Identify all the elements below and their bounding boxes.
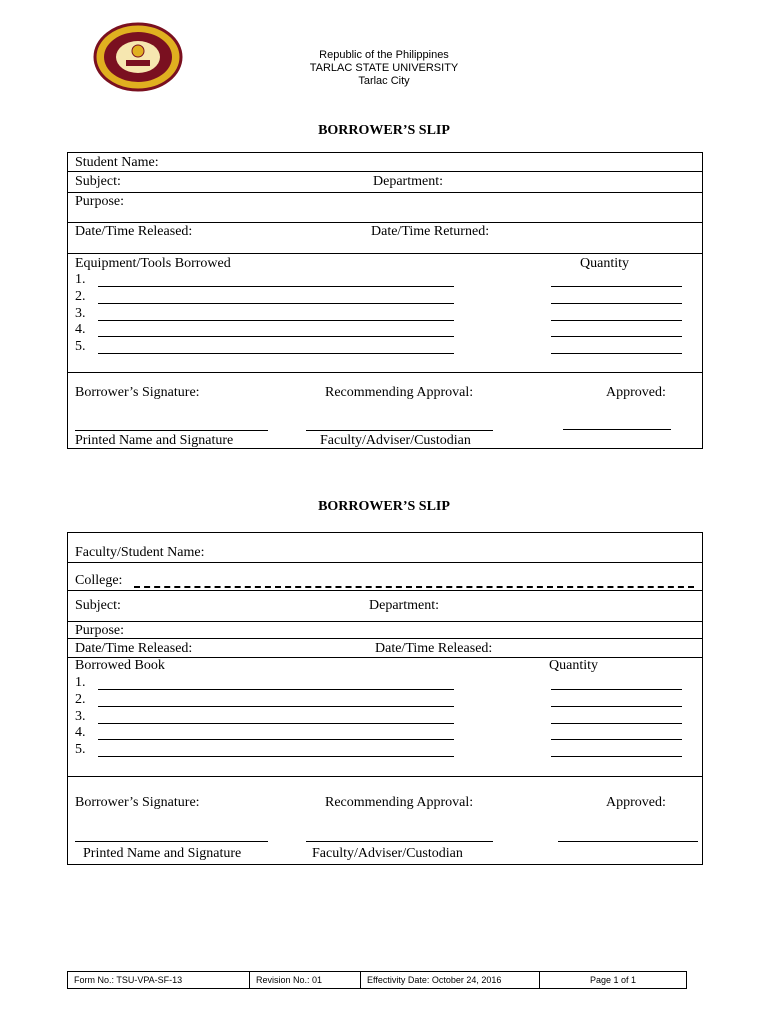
- slip1-approved-signature-line[interactable]: [563, 429, 671, 430]
- slip1-released-label: Date/Time Released:: [75, 224, 193, 239]
- slip2-subject-label: Subject:: [75, 598, 121, 613]
- footer-page: Page 1 of 1: [589, 975, 637, 985]
- slip2-approved-label: Approved:: [606, 795, 666, 810]
- slip2-faculty-label: Faculty/Adviser/Custodian: [312, 846, 463, 861]
- slip2-approved-signature-line[interactable]: [558, 841, 698, 842]
- slip1-item-line[interactable]: [98, 286, 454, 287]
- slip2-item-line[interactable]: [98, 756, 454, 757]
- slip1-approved-label: Approved:: [606, 385, 666, 400]
- header-republic: Republic of the Philippines: [319, 49, 449, 61]
- slip2-quantity-line[interactable]: [551, 706, 682, 707]
- slip1-item-number: 1.: [75, 272, 86, 287]
- slip2-book-label: Borrowed Book: [75, 658, 165, 673]
- slip2-item-line[interactable]: [98, 706, 454, 707]
- slip1-subject-label: Subject:: [75, 174, 121, 189]
- slip2-item-line[interactable]: [98, 723, 454, 724]
- slip1-quantity-label: Quantity: [580, 256, 629, 271]
- slip2-item-number: 2.: [75, 692, 86, 707]
- slip2-released-label: Date/Time Released:: [75, 641, 193, 656]
- slip1-recommending-signature-line[interactable]: [306, 430, 493, 431]
- slip2-item-number: 3.: [75, 709, 86, 724]
- slip1-recommending-label: Recommending Approval:: [325, 385, 474, 400]
- header-city: Tarlac City: [358, 75, 410, 87]
- slip2-quantity-line[interactable]: [551, 689, 682, 690]
- slip2-borrower-signature-label: Borrower’s Signature:: [75, 795, 200, 810]
- footer-effectivity: Effectivity Date: October 24, 2016: [361, 972, 540, 988]
- header-university: TARLAC STATE UNIVERSITY: [309, 62, 459, 74]
- slip2-name-label: Faculty/Student Name:: [75, 545, 205, 560]
- slip1-item-number: 2.: [75, 289, 86, 304]
- slip1-borrower-signature-label: Borrower’s Signature:: [75, 385, 200, 400]
- slip1-borrower-signature-line[interactable]: [75, 430, 268, 431]
- slip2-college-label: College:: [75, 573, 123, 588]
- slip2-item-number: 4.: [75, 725, 86, 740]
- slip2-released2-label: Date/Time Released:: [375, 641, 493, 656]
- university-seal-logo: [93, 22, 183, 92]
- slip1-item-line[interactable]: [98, 353, 454, 354]
- slip2-quantity-label: Quantity: [549, 658, 598, 673]
- slip1-equipment-label: Equipment/Tools Borrowed: [75, 256, 231, 271]
- slip1-printed-name-label: Printed Name and Signature: [75, 433, 234, 448]
- slip1-form: [67, 152, 703, 449]
- slip2-form: [67, 532, 703, 865]
- slip2-recommending-signature-line[interactable]: [306, 841, 493, 842]
- slip1-student-name-label: Student Name:: [75, 155, 159, 170]
- slip2-item-line[interactable]: [98, 689, 454, 690]
- slip2-item-number: 1.: [75, 675, 86, 690]
- slip1-item-number: 4.: [75, 322, 86, 337]
- slip1-department-label: Department:: [373, 174, 443, 189]
- slip2-department-label: Department:: [369, 598, 439, 613]
- slip1-item-line[interactable]: [98, 303, 454, 304]
- slip2-recommending-label: Recommending Approval:: [325, 795, 474, 810]
- slip1-item-number: 3.: [75, 306, 86, 321]
- footer-form-no: Form No.: TSU-VPA-SF-13: [68, 972, 250, 988]
- slip1-title: BORROWER’S SLIP: [318, 123, 450, 138]
- slip1-item-line[interactable]: [98, 320, 454, 321]
- slip1-purpose-label: Purpose:: [75, 194, 124, 209]
- slip1-item-line[interactable]: [98, 336, 454, 337]
- slip1-faculty-label: Faculty/Adviser/Custodian: [320, 433, 471, 448]
- slip2-printed-name-label: Printed Name and Signature: [83, 846, 242, 861]
- slip2-quantity-line[interactable]: [551, 739, 682, 740]
- slip2-quantity-line[interactable]: [551, 756, 682, 757]
- slip2-title: BORROWER’S SLIP: [318, 499, 450, 514]
- form-footer-table: [67, 971, 687, 989]
- slip1-returned-label: Date/Time Returned:: [371, 224, 490, 239]
- slip2-item-number: 5.: [75, 742, 86, 757]
- slip2-purpose-label: Purpose:: [75, 623, 124, 638]
- slip2-borrower-signature-line[interactable]: [75, 841, 268, 842]
- footer-revision: Revision No.: 01: [250, 972, 361, 988]
- slip1-quantity-line[interactable]: [551, 303, 682, 304]
- slip2-item-line[interactable]: [98, 739, 454, 740]
- slip1-quantity-line[interactable]: [551, 353, 682, 354]
- slip2-quantity-line[interactable]: [551, 723, 682, 724]
- slip1-quantity-line[interactable]: [551, 336, 682, 337]
- slip1-item-number: 5.: [75, 339, 86, 354]
- slip2-college-dashed-line[interactable]: [134, 586, 694, 588]
- slip1-quantity-line[interactable]: [551, 320, 682, 321]
- slip1-quantity-line[interactable]: [551, 286, 682, 287]
